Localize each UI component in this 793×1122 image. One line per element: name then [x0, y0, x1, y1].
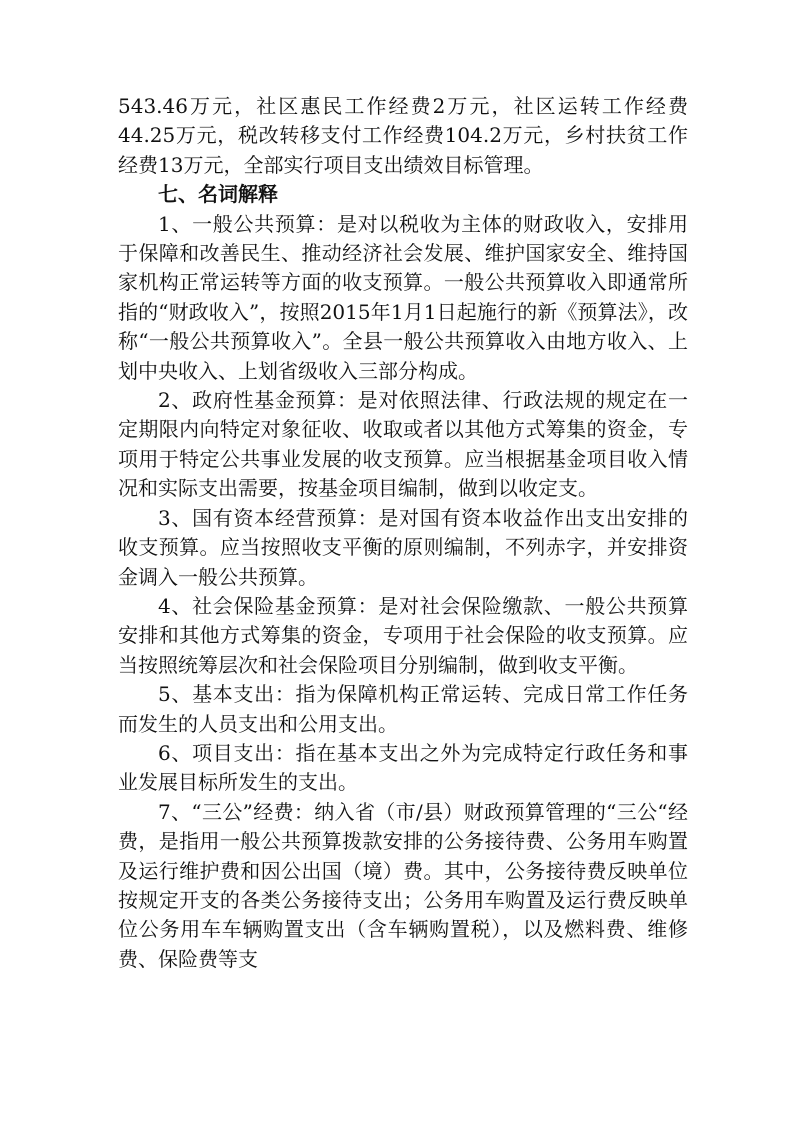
paragraph-three-public-funds: 7、“三公”经费：纳入省（市/县）财政预算管理的“三公“经费，是指用一般公共预算拨款安排的公务接待费、公务用车购置及运行维护费和因公出国（境）费。其中，公务接待费反映单位按规定开支的各类公务接待支出；公务用车购置及运行费反映单位公务用车车辆购置支出（含车辆购置税），以及燃料费、维修费、保险费等支	[118, 799, 688, 971]
paragraph-general-public-budget: 1、一般公共预算：是对以税收为主体的财政收入，安排用于保障和改善民生、推动经济社会发展、维护国家安全、维持国家机构正常运转等方面的收支预算。一般公共预算收入即通常所指的“财政收入”，按照2015年1月1日起施行的新《预算法》，改称“一般公共预算收入”。全县一般公共预算收入由地方收入、上划中央收入、上划省级收入三部分构成。	[118, 211, 688, 383]
paragraph-state-capital-budget: 3、国有资本经营预算：是对国有资本收益作出支出安排的收支预算。应当按照收支平衡的原则编制，不列赤字，并安排资金调入一般公共预算。	[118, 505, 688, 589]
document-body	[118, 92, 688, 974]
paragraph-basic-expenditure: 5、基本支出：指为保障机构正常运转、完成日常工作任务而发生的人员支出和公用支出。	[118, 682, 688, 736]
paragraph-government-fund-budget: 2、政府性基金预算：是对依照法律、行政法规的规定在一定期限内向特定对象征收、收取或者以其他方式筹集的资金，专项用于特定公共事业发展的收支预算。应当根据基金项目收入情况和实际支出需要，按基金项目编制，做到以收定支。	[118, 388, 688, 501]
paragraph-social-insurance-budget: 4、社会保险基金预算：是对社会保险缴款、一般公共预算安排和其他方式筹集的资金，专项用于社会保险的收支预算。应当按照统筹层次和社会保险项目分别编制，做到收支平衡。	[118, 593, 688, 677]
section-heading-glossary: 七、名词解释	[158, 182, 278, 207]
paragraph-project-expenditure: 6、项目支出：指在基本支出之外为完成特定行政任务和事业发展目标所发生的支出。	[118, 740, 688, 795]
paragraph-project-funds-continued: 543.46万元，社区惠民工作经费2万元，社区运转工作经费44.25万元，税改转移支付工作经费104.2万元，乡村扶贫工作经费13万元，全部实行项目支出绩效目标管理。	[118, 94, 688, 177]
